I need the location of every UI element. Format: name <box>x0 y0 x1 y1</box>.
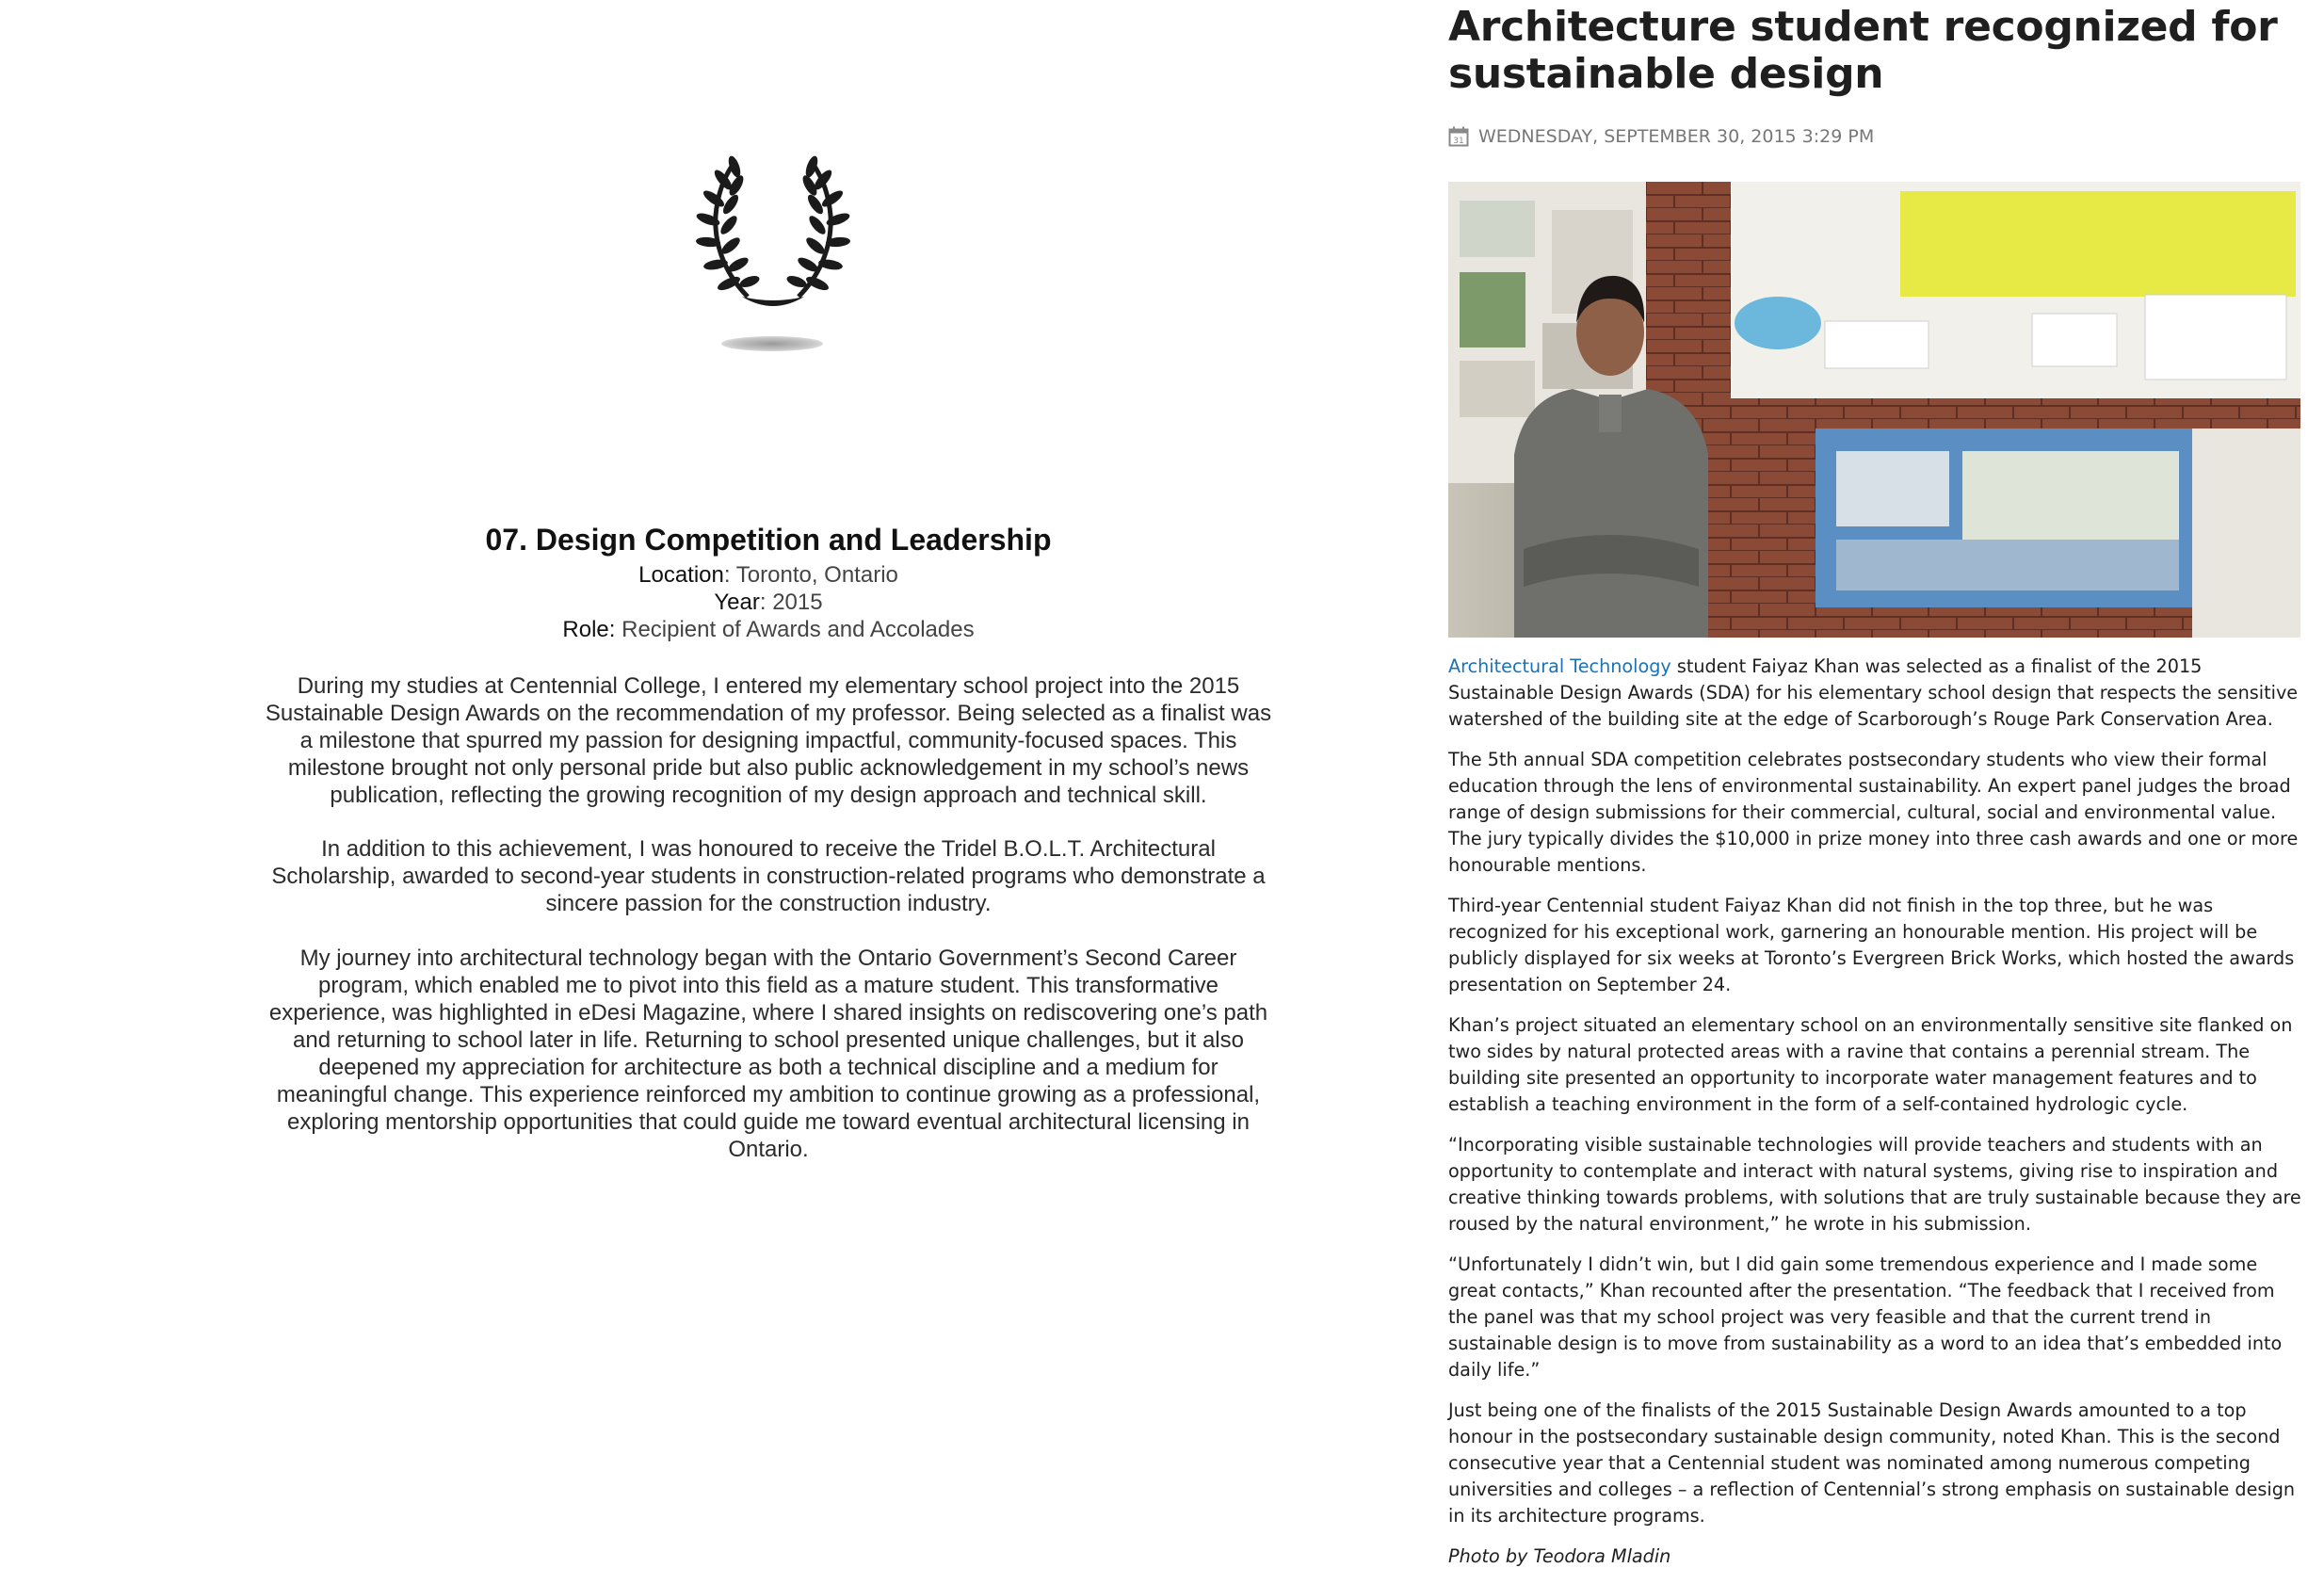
meta-role: Role: Recipient of Awards and Accolades <box>562 617 975 642</box>
article-photo <box>1448 182 2300 638</box>
paragraph: In addition to this achievement, I was honoured to receive the Tridel B.O.L.T. Architectural Scholarship, awarded to second-year students in construction-related programs who demonstrate a sincere passion for the construction industry. <box>271 836 1266 916</box>
svg-text:31: 31 <box>1453 137 1464 146</box>
paragraph: My journey into architectural technology began with the Ontario Government’s Second Career program, which enabled me to pivot into this field as a mature student. This transformative experience, was highlighted in eDesi Magazine, where I shared insights on rediscovering one’s path and returning to school later in life. Returning to school presented unique challenges, but it also deepened my appreciation for architecture as both a technical discipline and a medium for meaningful change. This experience reinforced my ambition to continue growing as a professional, exploring mentorship opportunities that could guide me toward eventual architectural licensing in Ontario. <box>268 946 1268 1162</box>
laurel-shadow <box>721 336 823 351</box>
paragraph: During my studies at Centennial College, I entered my elementary school project into the 2015 Sustainable Design Awards on the recommendation of my professor. Being selected as a finalist was a milestone that spurred my passion for designing impactful, community-focused spaces. This milestone brought not only personal pride but also public acknowledgement in my school’s news publication, reflecting the growing recognition of my design approach and technical skill. <box>265 673 1272 808</box>
calendar-icon <box>1448 126 1469 147</box>
meta-year: Year: 2015 <box>714 590 823 615</box>
article-headline: Architecture student recognized for sustainable design <box>1448 3 2278 98</box>
article-paragraph: Just being one of the finalists of the 2015 Sustainable Design Awards amounted to a top honour in the postsecondary sustainable design community, noted Khan. This is the second consecutive year that a Centennial student was nominated among numerous competing universities and colleges – a reflection of Centennial’s strong emphasis on sustainable design in its architecture programs. <box>1448 1399 2296 1527</box>
student-with-boards-photo <box>1448 182 2300 638</box>
article-paragraph: “Unfortunately I didn’t win, but I did gain some tremendous experience and I made some great contacts,” Khan recounted after the presentation. “The feedback that I received from the panel was that my school project was very feasible and that the current trend in sustainable design is to move from sustainability as a word to an idea that’s embedded into daily life.” <box>1448 1253 2283 1381</box>
article-paragraph: “Incorporating visible sustainable technologies will provide teachers and students with an opportunity to contemplate and interact with natural systems, giving rise to inspiration and creative thinking towards problems, with solutions that are truly sustainable because they are roused by the natural environment,” he wrote in his submission. <box>1448 1134 2301 1235</box>
article-paragraph: Khan’s project situated an elementary school on an environmentally sensitive site flanked on two sides by natural protected areas with a ravine that contains a perennial stream. The building site presented an opportunity to incorporate water management features and to establish a teaching environment in the form of a self-contained hydrologic cycle. <box>1448 1014 2293 1115</box>
article-date: WEDNESDAY, SEPTEMBER 30, 2015 3:29 PM <box>1478 126 1875 147</box>
meta-location: Location: Toronto, Ontario <box>638 562 898 588</box>
article-dateline <box>1448 126 1874 147</box>
article-paragraph: Third-year Centennial student Faiyaz Khan did not finish in the top three, but he was recognized for his exceptional work, garnering an honourable mention. His project will be publicly displayed for six weeks at Toronto’s Evergreen Brick Works, which hosted the awards presentation on September 24. <box>1448 895 2295 995</box>
news-article <box>1448 0 2305 1567</box>
section-title: 07. Design Competition and Leadership <box>485 522 1052 557</box>
program-link[interactable]: Architectural Technology <box>1448 655 1671 677</box>
article-paragraph: The 5th annual SDA competition celebrates postsecondary students who view their formal education through the lens of environmental sustainability. An expert panel judges the broad range of design submissions for their commercial, cultural, social and environmental value. The jury typically divides the $10,000 in prize money into three cash awards and one or more honourable mentions. <box>1448 749 2299 876</box>
project-meta <box>264 561 1273 643</box>
lead-paragraph: Architectural Technology student Faiyaz Khan was selected as a finalist of the 2015 Sustainable Design Awards (SDA) for his elementary school design that respects the sensitive watershed of the building site at the edge of Scarborough’s Rouge Park Conservation Area. <box>1448 655 2299 730</box>
laurel-wreath-icon <box>693 155 853 315</box>
article-body <box>1448 654 2305 1584</box>
photo-credit: Photo by Teodora Mladin <box>1448 1545 1671 1567</box>
